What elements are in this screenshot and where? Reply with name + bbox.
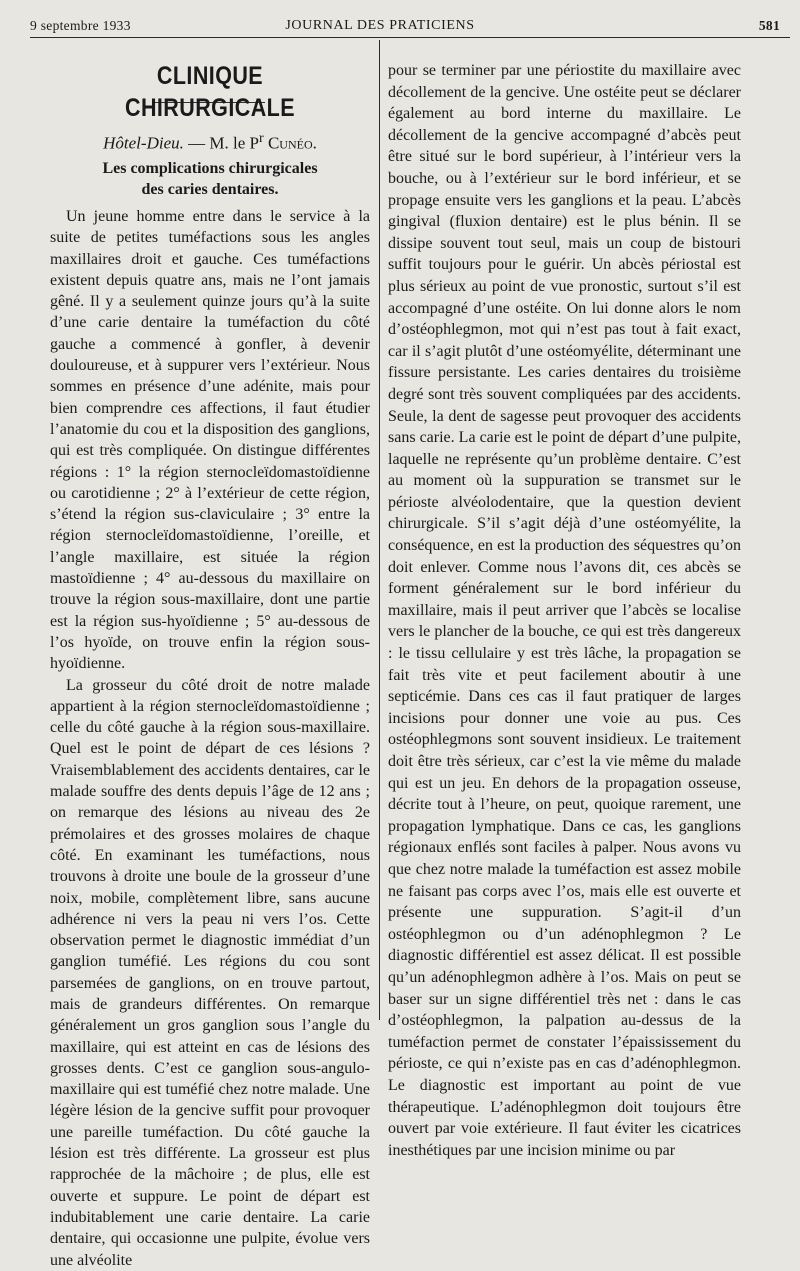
paragraph: pour se terminer par une périostite du maxillaire avec décollement de la gencive. Une ostéite peut se déclarer également au bord interne du maxillaire. Le décollement de la gencive accompagné d’abcès peut être situé sur le bord supérieur, à l’intérieur vers la bouche, ou à l’extérieur sur le bord inférieur, et se propage ensuite vers les ganglions et la peau. L’abcès gingival (fluxion dentaire) est le plus bénin. Il se dissipe souvent tout seul, mais un coup de bistouri suffit toujours pour le guérir. Un abcès périostal est plus sérieux au point de vue pronostic, surtout s’il est accompagné d’une ostéite. On lui donne alors le nom d’ostéophlegmon, mot qui n’est pas tout à fait exact, car il s’agit plutôt d’une ostéomyélite, déterminant une fissure persistante. Les caries dentaires du troisième degré sont très souvent compliquées par des accidents. Seule, la dent de sagesse peut provoquer des accidents sans carie. La carie est le point de départ d’une pulpite, laquelle ne représente qu’un problème dentaire. C’est au moment où la suppuration se transmet sur le périoste alvéolodentaire, que la question devient chirurgicale. S’il s’agit déjà d’une ostéomyélite, la conséquence, en est la production des séquestres qu’on doit enlever. Comme nous l’avons dit, ces abcès se forment généralement sur le bord inférieur du maxillaire, mais il peut arriver que l’abcès se localise vers le plancher de la bouche, ce qui est très dangereux : le tissu cellulaire y est très lâche, la propagation se fait très vite et peut facilement aboutir à une septicémie. Dans ces cas il faut pratiquer de larges incisions pour donner une voie au pus. Ces ostéophlegmons sont souvent insidieux. Le traitement doit être très sérieux, car c’est la vie même du malade qui est un jeu. En dehors de la propagation osseuse, décrite tout à l’heure, on peut, quoique rarement, une propagation lymphatique. Dans ce cas, les ganglions régionaux enflés sont faciles à palper. Nous avons vu que chez notre malade la tuméfaction est assez mobile ne faisant pas corps avec l’os, mais elle est ouverte et présente une suppuration. S’agit-il d’un ostéophlegmon ou d’un adénophlegmon ? Le diagnostic différentiel est assez délicat. Il est possible qu’un adénophlegmon adhère à l’os. Mais on peut se baser sur un signe différentiel très net : dans le cas d’ostéophlegmon, la palpation au-dessus de la tuméfaction permet de constater l’épaississement du périoste, ce qui n’existe pas en cas d’adénophlegmon. Le diagnostic est important au point de vue thérapeutique. L’adénophlegmon doit toujours être ouvert par voie extérieure. Il faut éviter les cicatrices inesthétiques par une incision minime ou par	[388, 62, 741, 1159]
paragraph: Un jeune homme entre dans le service à la suite de petites tuméfactions sous les angles maxillaires droit et gauche. Ces tuméfactions existent depuis quatre ans, mais ne l’ont jamais gêné. Il y a seulement quinze jours qu’à la suite d’une carie dentaire la tuméfaction du côté gauche a commencé à gonfler, à devenir douloureuse, et à suppurer vers l’extérieur. Nous sommes en présence d’une adénite, mais pour bien comprendre ces affections, il faut étudier l’anatomie du cou et la disposition des ganglions, qui est très compliquée. On distingue différentes régions : 1° la région sternocleïdomastoïdienne ou carotidienne ; 2° à l’extérieur de cette région, s’étend la région sus-claviculaire ; 3° entre la région sternocleïdomastoïdienne, l’oreille, et l’angle maxillaire, est située la région mastoïdienne ; 4° au-dessous du maxillaire on trouve la région sous-maxillaire, dont une partie est la région sus-hyoïdienne ; 5° au-dessous de l’os hyoïde, on trouve enfin la région sous-hyoïdienne.	[50, 208, 370, 673]
article-title-line-2: des caries dentaires.	[141, 181, 279, 198]
byline-place: Hôtel-Dieu.	[103, 133, 184, 153]
paragraph: La grosseur du côté droit de notre malade appartient à la région sternocleïdomastoïdienne ; celle du côté gauche à la région sous-maxillaire. Quel est le point de départ de ces lésions ? Vraisemblablement des accidents dentaires, car le malade souffre des dents depuis l’âge de 12 ans ; on remarque des lésions au niveau des 2e prémolaires et des grosses molaires de chaque côté. En examinant les tuméfactions, nous trouvons à droite une boule de la grosseur d’une noix, mobile, complètement libre, sans aucune adhérence ni vers la peau ni vers l’os. Cette observation permet le diagnostic immédiat d’un ganglion tuméfié. Les régions du cou sont parsemées de ganglions, on en trouve partout, mais de grandeurs différentes. On remarque généralement un gros ganglion sous l’angle du maxillaire, qui est atteint en cas de lésions des grosses dents. C’est ce ganglion sous-angulo-maxillaire qui est tuméfié chez notre malade. Une légère lésion de la gencive suffit pour provoquer une pareille tuméfaction. Du côté gauche la lésion est très différente. La grosseur est plus rapprochée de la mâchoire ; de plus, elle est ouverte et suppure. Le point de départ est indubitablement une carie dentaire. La carie dentaire, qui occasionne une pulpite, évolue vers une alvéolite	[50, 676, 370, 1269]
column-rule	[379, 40, 380, 1020]
header-rule	[30, 37, 790, 38]
right-column	[388, 60, 741, 1161]
header-page-number: 581	[758, 18, 780, 33]
left-column-text	[50, 206, 370, 1271]
header-journal-title: JOURNAL DES PRATICIENS	[285, 18, 475, 33]
byline-author: Cunéo.	[263, 133, 317, 153]
article-title	[50, 158, 370, 200]
left-column	[50, 60, 370, 1271]
header-date: 9 septembre 1933	[30, 18, 131, 33]
byline-prefix: — M. le P	[183, 133, 259, 153]
right-column-text	[388, 60, 741, 1161]
byline	[50, 127, 370, 153]
byline-sup: r	[258, 130, 264, 146]
section-title: CLINIQUE CHIRURGICALE	[124, 62, 295, 122]
article-title-line-1: Les complications chirurgicales	[102, 160, 318, 177]
